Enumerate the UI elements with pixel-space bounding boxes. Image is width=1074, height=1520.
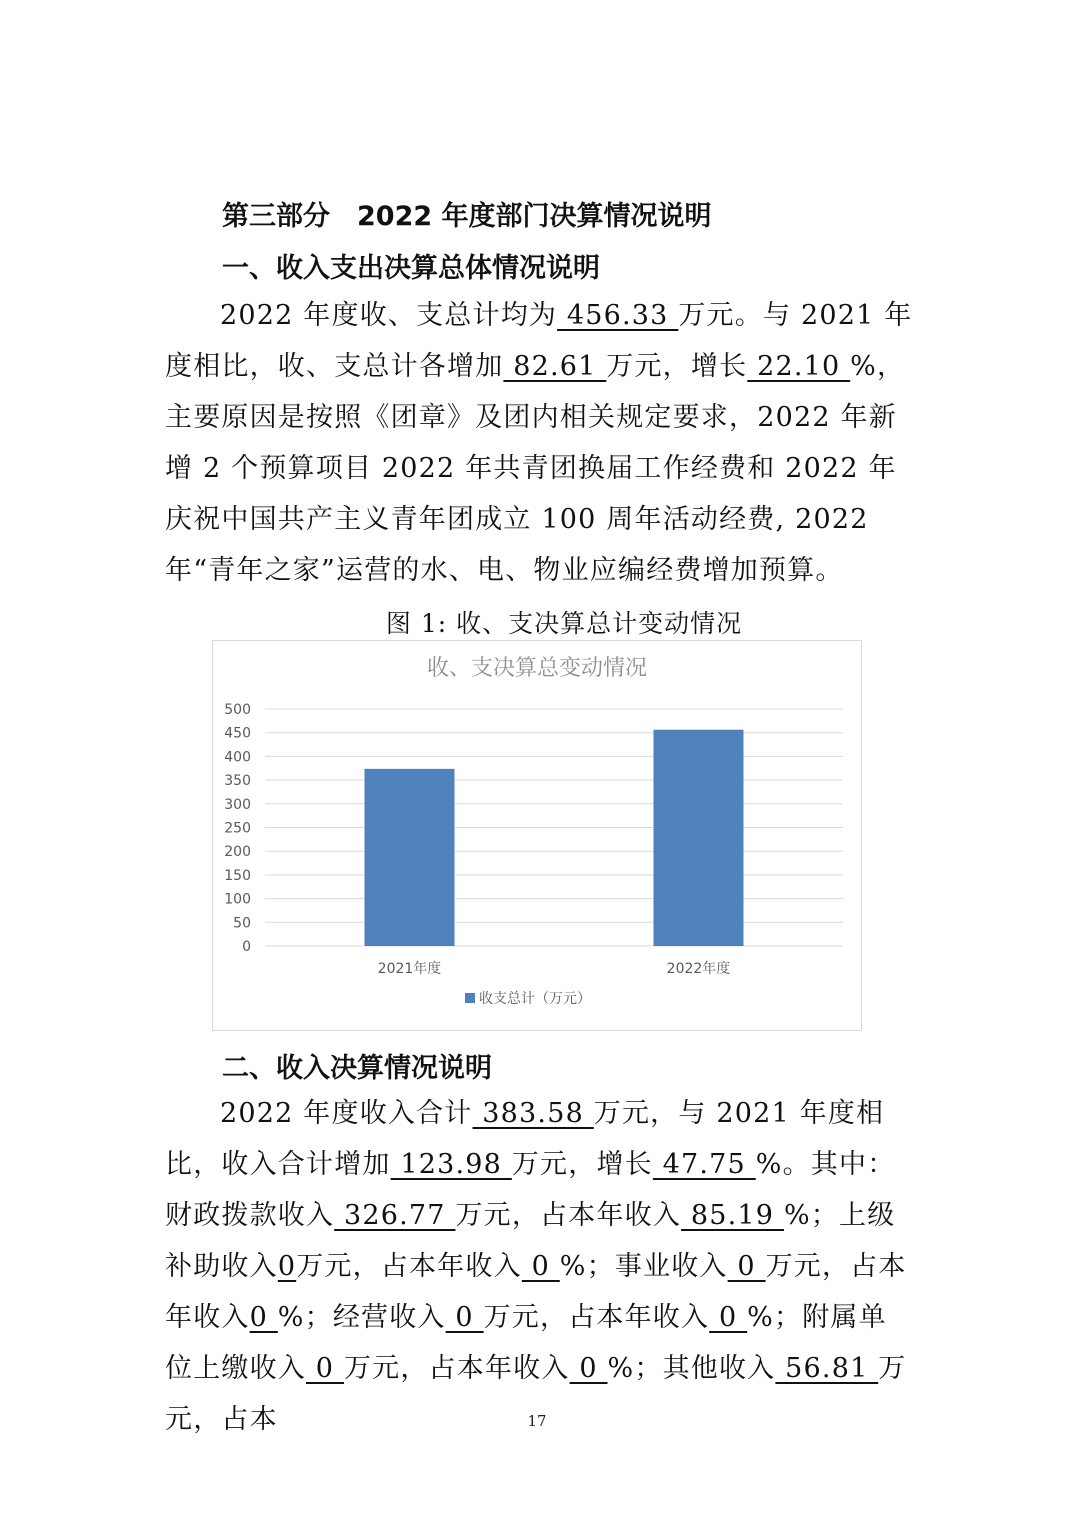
y-tick-label: 500 [224, 702, 251, 718]
y-tick-label: 200 [224, 844, 251, 861]
heading-income: 二、收入决算情况说明 [222, 1053, 492, 1084]
growth-rate: 22.10 [747, 351, 851, 382]
bar-chart [212, 640, 862, 1031]
y-tick-label: 350 [224, 773, 251, 790]
paragraph-overall [165, 290, 913, 596]
section-title: 第三部分 2022 年度部门决算情况说明 [222, 201, 712, 232]
paragraph-overall-text: 2022 年度收、支总计均为 456.33 万元。与 2021 年度相比，收、支总计各增加 82.61 万元，增长 22.10 %，主要原因是按照《团章》及团内相关规定要求，2022 年新增 2 个预算项目 2022 年共青团换届工作经费和 2022 年庆祝中国共产主义青年团成立 100 周年活动经费, 2022 年“青年之家”运营的水、电、物业应编经费增加预算。 [165, 300, 913, 586]
y-tick-label: 100 [224, 891, 251, 908]
figure-caption: 图 1: 收、支决算总计变动情况 [385, 609, 743, 638]
y-tick-label: 300 [224, 796, 251, 813]
chart-title: 收、支决算总变动情况 [426, 656, 648, 681]
y-tick-label: 50 [233, 915, 251, 932]
y-tick-label: 0 [242, 939, 251, 955]
y-tick-label: 400 [224, 749, 251, 766]
y-tick-label: 450 [224, 725, 251, 742]
legend-swatch [465, 993, 475, 1003]
paragraph-income [165, 1088, 913, 1445]
increase-value: 82.61 [503, 351, 607, 382]
bar [654, 730, 744, 946]
total-value: 456.33 [557, 300, 679, 331]
legend-label: 收支总计（万元） [479, 991, 591, 1007]
heading-overall: 一、收入支出决算总体情况说明 [222, 253, 600, 284]
bar [365, 769, 455, 946]
x-tick-label: 2021年度 [377, 961, 442, 977]
paragraph-income-text: 2022 年度收入合计 383.58 万元，与 2021 年度相比，收入合计增加 123.98 万元，增长 47.75 %。其中：财政拨款收入 326.77 万元，占本年收入 85.19 %；上级补助收入0万元，占本年收入 0 %；事业收入 0 万元，占本年收入0 %；经营收入 0 万元，占本年收入 0 %；附属单位上缴收入 0 万元，占本年收入 0 %；其他收入 56.81 万元，占本 [165, 1098, 907, 1435]
page-number: 17 [527, 1412, 547, 1430]
y-tick-label: 150 [224, 867, 251, 884]
bar-chart-svg [213, 641, 861, 1030]
y-tick-label: 250 [224, 820, 251, 837]
x-tick-label: 2022年度 [666, 961, 731, 977]
